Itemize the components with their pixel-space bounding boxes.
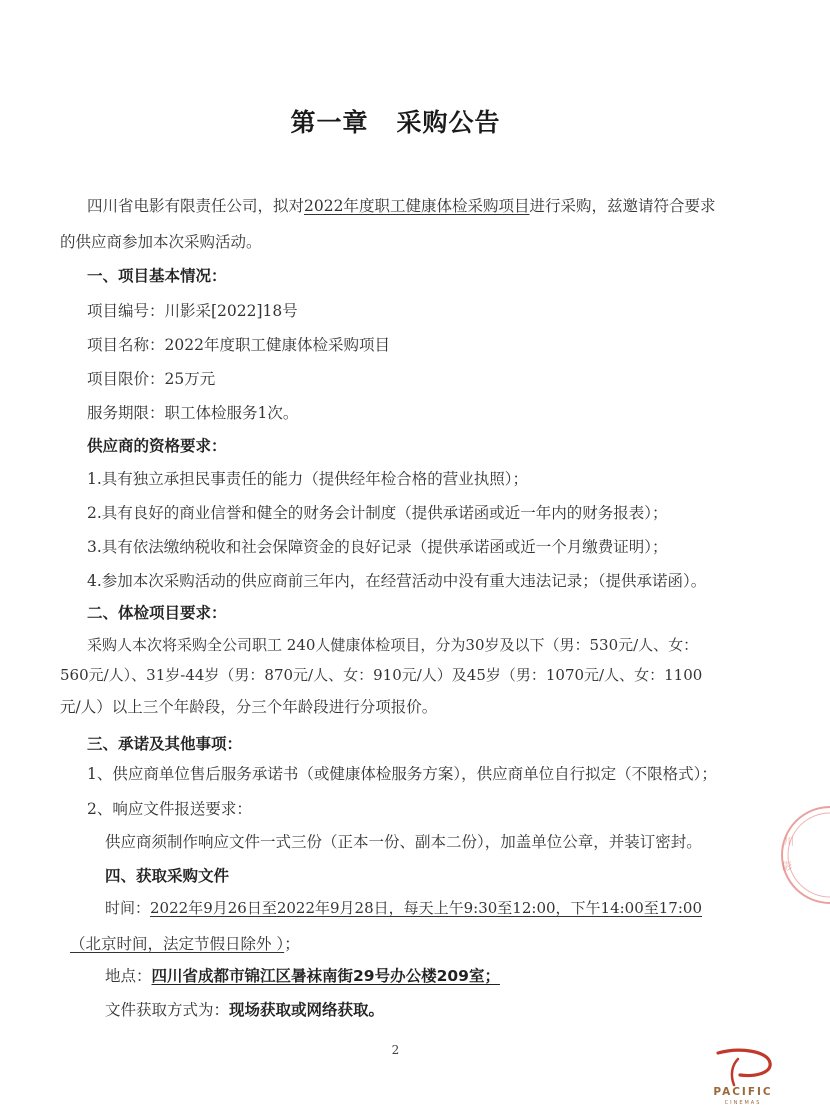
method-line: [105, 1000, 384, 1020]
intro-project: 2022年度职工健康体检采购项目: [304, 197, 530, 215]
seal-stamp-icon: [770, 800, 830, 910]
qualifications-heading: 供应商的资格要求：: [87, 437, 227, 455]
qualification-item: 1.具有独立承担民事责任的能力（提供经年检合格的营业执照）；: [87, 470, 529, 488]
page-number: 2: [391, 1043, 400, 1057]
section2-line-2: 560元/人）、31岁-44岁（男：870元/人、女：910元/人）及45岁（男：1070元/人、女：1100: [60, 666, 703, 684]
section3-item-2: 2、响应文件报送要求：: [87, 800, 252, 818]
method-value: 现场获取或网络获取。: [229, 1001, 385, 1019]
section4-heading: 四、获取采购文件: [105, 867, 230, 885]
qualification-item: 3.具有依法缴纳税收和社会保障资金的良好记录（提供承诺函或近一个月缴费证明）；: [87, 538, 668, 556]
intro-line-1: [87, 196, 715, 216]
time-label: 时间：: [105, 899, 151, 917]
section1-heading: 一、项目基本情况：: [87, 267, 227, 285]
place-label: 地点：: [105, 967, 152, 985]
chapter-label: 第一章: [290, 108, 369, 137]
time-value: 2022年9月26日至2022年9月28日，每天上午9:30至12:00，下午14:00至17:00: [150, 899, 702, 917]
section3-heading: 三、承诺及其他事项：: [87, 735, 243, 753]
service-period: 服务期限：职工体检服务1次。: [87, 404, 299, 422]
section2-heading: 二、体检项目要求：: [87, 604, 227, 622]
logo-name: PACIFIC: [713, 1086, 773, 1098]
section2-line-1: 采购人本次将采购全公司职工 240人健康体检项目，分为30岁及以下（男：530元/人、女：: [87, 636, 699, 654]
place-line: [105, 966, 500, 986]
section3-item-2-detail: 供应商须制作响应文件一式三份（正本一份、副本二份），加盖单位公章，并装订密封。: [105, 833, 702, 851]
qualification-item: 4.参加本次采购活动的供应商前三年内，在经营活动中没有重大违法记录；（提供承诺函）。: [87, 572, 707, 590]
time-line: [105, 898, 702, 918]
logo-sub: CINEMAS: [724, 1100, 762, 1106]
page-title: [0, 103, 791, 139]
time-note: （北京时间，法定节假日除外 ）: [70, 935, 285, 953]
intro-pre: 四川省电影有限责任公司，拟对: [87, 197, 305, 215]
project-name: 项目名称：2022年度职工健康体检采购项目: [87, 336, 390, 354]
place-value: 四川省成都市锦江区暑袜南街29号办公楼209室；: [151, 967, 500, 985]
svg-text:影: 影: [782, 862, 792, 873]
qualification-item: 2.具有良好的商业信誉和健全的财务会计制度（提供承诺函或近一年内的财务报表）；: [87, 504, 668, 522]
time-end: ；: [284, 935, 300, 953]
project-number: 项目编号：川影采[2022]18号: [87, 302, 298, 320]
chapter-name: 采购公告: [396, 108, 501, 137]
project-limit: 项目限价：25万元: [87, 370, 216, 388]
section2-line-3: 元/人）以上三个年龄段，分三个年龄段进行分项报价。: [60, 698, 438, 716]
section3-item-1: 1、供应商单位售后服务承诺书（或健康体检服务方案），供应商单位自行拟定（不限格式）；: [87, 765, 717, 783]
time-note-line: [70, 934, 300, 954]
svg-text:川: 川: [784, 837, 794, 848]
intro-post: 进行采购，兹邀请符合要求: [529, 197, 716, 215]
intro-line-2: 的供应商参加本次采购活动。: [60, 233, 262, 251]
method-label: 文件获取方式为：: [105, 1001, 230, 1019]
